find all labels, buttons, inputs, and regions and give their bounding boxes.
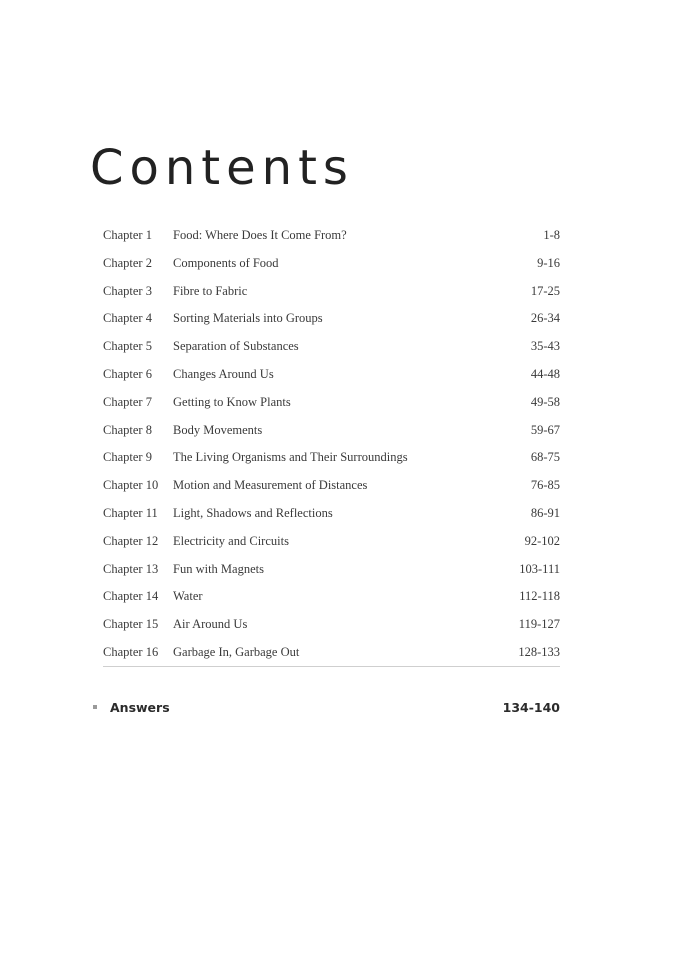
chapter-title: Components of Food	[173, 255, 279, 270]
chapter-number: Chapter 6	[103, 366, 152, 381]
chapter-number: Chapter 5	[103, 339, 152, 354]
chapter-title: Fibre to Fabric	[173, 283, 248, 298]
chapter-pages: 86-91	[530, 505, 560, 520]
chapter-pages: 49-58	[530, 394, 560, 409]
chapter-pages: 26-34	[530, 311, 560, 326]
toc-row	[103, 556, 560, 584]
chapter-pages: 17-25	[530, 283, 560, 298]
toc-row	[103, 583, 560, 611]
chapter-pages: 103-111	[519, 561, 560, 576]
answers-row	[93, 698, 560, 718]
chapter-title: Fun with Magnets	[173, 561, 264, 576]
chapter-title: Changes Around Us	[173, 366, 274, 381]
toc-row	[103, 417, 560, 445]
chapter-pages: 128-133	[518, 644, 560, 659]
chapter-pages: 76-85	[530, 478, 560, 493]
toc-row	[103, 333, 560, 361]
chapter-title: Water	[173, 589, 203, 604]
toc-row	[103, 639, 560, 667]
chapter-title: Electricity and Circuits	[173, 533, 289, 548]
toc-row	[103, 472, 560, 500]
toc-row	[103, 250, 560, 278]
chapter-pages: 44-48	[530, 366, 560, 381]
chapter-number: Chapter 11	[103, 505, 158, 520]
chapter-title: Light, Shadows and Reflections	[173, 505, 333, 520]
toc-row	[103, 528, 560, 556]
chapter-number: Chapter 15	[103, 617, 159, 632]
toc-row	[103, 278, 560, 306]
page-title: Contents	[90, 140, 354, 196]
chapter-number: Chapter 16	[103, 644, 159, 659]
chapter-number: Chapter 9	[103, 450, 152, 465]
chapter-title: Air Around Us	[173, 617, 248, 632]
chapter-title: Food: Where Does It Come From?	[173, 228, 347, 242]
chapter-number: Chapter 14	[103, 589, 159, 604]
chapter-title: Getting to Know Plants	[173, 394, 291, 409]
chapter-number: Chapter 4	[103, 311, 152, 326]
chapter-title: Motion and Measurement of Distances	[173, 478, 368, 493]
chapter-number: Chapter 2	[103, 255, 152, 270]
chapter-number: Chapter 1	[103, 228, 152, 242]
toc-row	[103, 444, 560, 472]
toc-row	[103, 611, 560, 639]
chapter-number: Chapter 3	[103, 283, 152, 298]
toc-row	[103, 389, 560, 417]
answers-pages: 134-140	[502, 700, 560, 715]
chapter-number: Chapter 10	[103, 478, 159, 493]
chapter-number: Chapter 12	[103, 533, 159, 548]
chapter-pages: 1-8	[543, 228, 560, 242]
chapter-title: The Living Organisms and Their Surroundings	[173, 450, 408, 465]
chapter-pages: 92-102	[524, 533, 560, 548]
toc-row	[103, 361, 560, 389]
chapter-pages: 59-67	[530, 422, 560, 437]
square-bullet-icon	[93, 705, 97, 709]
toc-divider	[103, 666, 560, 667]
toc-row	[103, 222, 560, 250]
chapter-pages: 9-16	[537, 255, 560, 270]
chapter-pages: 68-75	[530, 450, 560, 465]
chapter-number: Chapter 13	[103, 561, 159, 576]
toc-row	[103, 500, 560, 528]
chapter-title: Sorting Materials into Groups	[173, 311, 323, 326]
chapter-number: Chapter 8	[103, 422, 152, 437]
chapter-title: Body Movements	[173, 422, 263, 437]
chapter-number: Chapter 7	[103, 394, 152, 409]
table-of-contents	[103, 222, 560, 667]
chapter-title: Separation of Substances	[173, 339, 299, 354]
chapter-title: Garbage In, Garbage Out	[173, 644, 300, 659]
chapter-pages: 35-43	[530, 339, 560, 354]
chapter-pages: 112-118	[519, 589, 560, 604]
chapter-pages: 119-127	[518, 617, 560, 632]
answers-label: Answers	[110, 700, 170, 715]
toc-row	[103, 305, 560, 333]
